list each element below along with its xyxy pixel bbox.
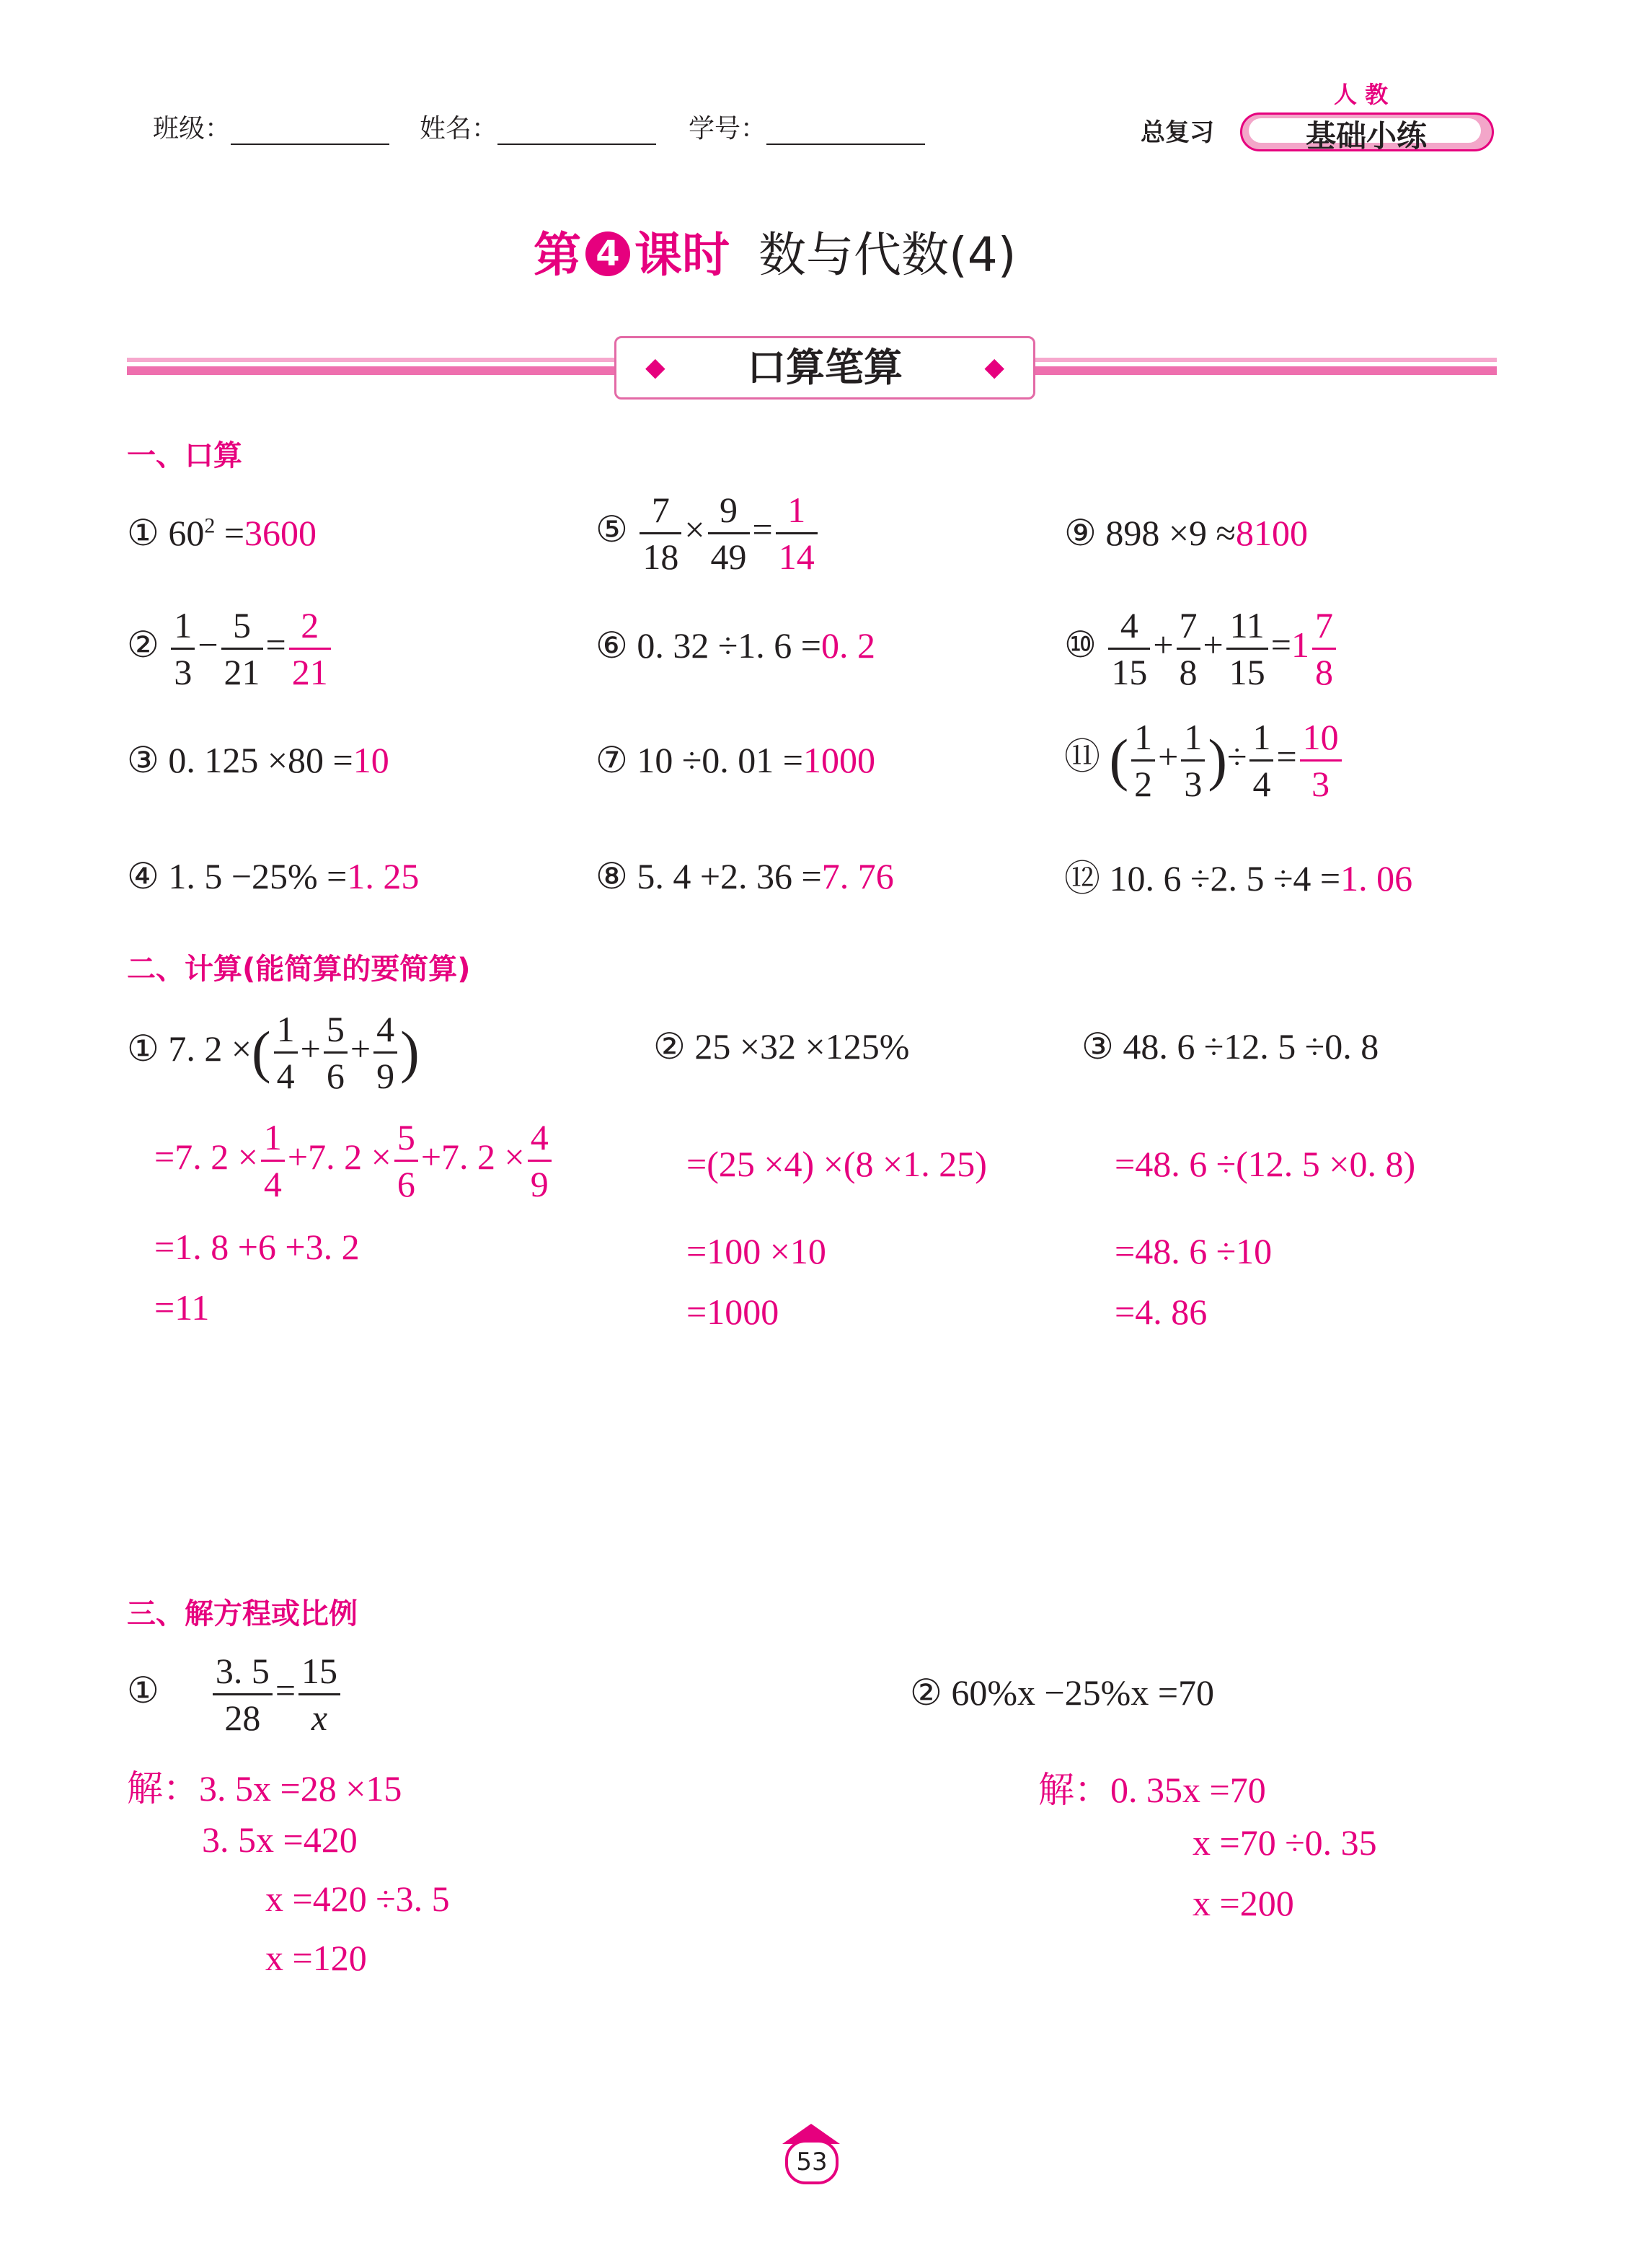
math-token: 5 xyxy=(324,1010,348,1054)
math-token: 3 xyxy=(1184,764,1203,804)
math-token: 2 xyxy=(1134,764,1153,804)
answer: 1000 xyxy=(802,740,875,780)
math-token: 4 xyxy=(263,1164,282,1204)
answer: 8100 xyxy=(1235,513,1308,553)
equation-q1 xyxy=(127,1651,343,1737)
math-token: 49 xyxy=(710,537,747,577)
math-token: ① xyxy=(127,1028,159,1069)
answer: 7. 76 xyxy=(821,856,894,896)
math-token: ① xyxy=(127,513,159,553)
calc-q1 xyxy=(127,1010,420,1095)
title-topic: 数与代数(4) xyxy=(758,227,1017,283)
math-token: ③ xyxy=(1081,1026,1114,1067)
math-token: 6 xyxy=(397,1164,415,1204)
math-token: 2 xyxy=(204,513,216,538)
math-token: + xyxy=(350,1028,371,1069)
math-token: +7. 2 × xyxy=(287,1136,391,1177)
math-token: 7 xyxy=(1312,606,1336,650)
answer: 1. 06 xyxy=(1340,858,1413,899)
page-number-badge xyxy=(775,2124,847,2189)
math-token: 48. 6 ÷12. 5 ÷0. 8 xyxy=(1123,1026,1379,1067)
math-token: 3 xyxy=(1311,764,1330,804)
math-token: ⑪ xyxy=(1064,736,1100,777)
math-token: 1 xyxy=(776,490,818,534)
calc-q2-step2: =100 ×10 xyxy=(686,1231,826,1271)
fraction xyxy=(221,606,263,692)
math-token: ③ xyxy=(127,740,159,780)
calc-q1-step3: =11 xyxy=(154,1287,210,1328)
math-token: 5 xyxy=(394,1118,418,1162)
math-token: + xyxy=(1153,624,1174,665)
math-token: 15 xyxy=(1229,652,1265,692)
math-token: 1 xyxy=(1181,718,1205,762)
diamond-icon: ◆ xyxy=(645,353,665,382)
fraction xyxy=(298,1651,340,1737)
equation-q2-step3: x =200 xyxy=(1193,1883,1294,1923)
math-token: ( xyxy=(1109,728,1129,793)
fraction xyxy=(1181,718,1205,803)
math-token: ④ xyxy=(127,856,159,896)
math-token: ② xyxy=(910,1672,942,1713)
math-token: 8 xyxy=(1179,652,1198,692)
math-token: + xyxy=(1203,624,1224,665)
math-token: 解： xyxy=(127,1768,199,1809)
math-token: 1 xyxy=(171,606,195,650)
name-field xyxy=(420,108,656,145)
oral-q7 xyxy=(596,739,875,781)
math-token: 898 ×9 ≈ xyxy=(1105,513,1236,553)
class-field xyxy=(153,108,389,145)
calc-q2-step3: =1000 xyxy=(686,1292,779,1332)
math-token: = xyxy=(224,513,245,553)
math-token: = xyxy=(265,624,286,665)
math-token: 9 xyxy=(376,1056,395,1096)
fraction xyxy=(1131,718,1155,803)
math-token: ⑨ xyxy=(1064,513,1097,553)
oral-q11 xyxy=(1064,718,1345,803)
math-token: +7. 2 × xyxy=(420,1136,525,1177)
brand-name: 基础小练 xyxy=(1305,118,1427,154)
math-token: 5 xyxy=(221,606,263,650)
math-token: 4 xyxy=(373,1010,397,1054)
answer: 0. 2 xyxy=(820,625,875,666)
math-token: 4 xyxy=(1108,606,1150,650)
name-blank[interactable] xyxy=(497,115,656,145)
fraction xyxy=(261,1118,285,1204)
math-token: ) xyxy=(400,1020,420,1085)
section1-title: 一、口算 xyxy=(127,439,242,472)
math-token: + xyxy=(300,1028,321,1069)
math-token: 14 xyxy=(778,537,815,577)
math-token: 60%x −25%x =70 xyxy=(951,1672,1215,1713)
math-token: 0. 35x =70 xyxy=(1110,1770,1266,1810)
math-token: 1. 5 −25% = xyxy=(168,856,348,896)
math-token: ⑤ xyxy=(596,508,628,550)
math-token: − xyxy=(198,624,218,665)
math-token: 3 xyxy=(174,652,193,692)
oral-q9 xyxy=(1064,512,1308,554)
math-token: 4 xyxy=(528,1118,552,1162)
calc-q2 xyxy=(653,1025,909,1067)
answer xyxy=(776,490,818,576)
math-token: 1 xyxy=(1249,718,1273,762)
section-banner xyxy=(614,336,1035,400)
answer xyxy=(1300,718,1342,803)
math-token: 3. 5x =28 ×15 xyxy=(199,1768,402,1809)
page-title xyxy=(534,216,1017,285)
fraction xyxy=(1177,606,1200,692)
math-token: ⑥ xyxy=(596,625,628,666)
fraction xyxy=(1108,606,1150,692)
math-token: 60 xyxy=(168,513,205,553)
math-token: 6 xyxy=(326,1056,345,1096)
math-token: =7. 2 × xyxy=(154,1136,258,1177)
math-token: 10. 6 ÷2. 5 ÷4 = xyxy=(1109,858,1341,899)
oral-q4 xyxy=(127,855,419,897)
fraction xyxy=(1249,718,1273,803)
equation-q1-step4: x =120 xyxy=(265,1938,367,1978)
equation-q2-solution xyxy=(1038,1761,1266,1813)
section3-title: 三、解方程或比例 xyxy=(127,1597,358,1631)
calc-q1-step2: =1. 8 +6 +3. 2 xyxy=(154,1227,360,1267)
fraction xyxy=(324,1010,348,1095)
math-token: 1 xyxy=(1131,718,1155,762)
math-token: 4 xyxy=(276,1056,295,1096)
math-token: 25 ×32 ×125% xyxy=(694,1026,910,1067)
fraction xyxy=(528,1118,552,1204)
math-token: 7. 2 × xyxy=(168,1028,252,1069)
calc-q2-step1: =(25 ×4) ×(8 ×1. 25) xyxy=(686,1144,987,1184)
math-token: 10 ÷0. 01 = xyxy=(637,740,803,780)
math-token: = xyxy=(752,508,773,550)
oral-q3 xyxy=(127,739,389,781)
math-token: ÷ xyxy=(1226,736,1247,777)
fraction xyxy=(1226,606,1268,692)
fraction xyxy=(373,1010,397,1095)
math-token: 0. 125 ×80 = xyxy=(168,740,353,780)
answer xyxy=(289,606,331,692)
answer: 1. 25 xyxy=(347,856,420,896)
class-blank[interactable] xyxy=(231,115,389,145)
math-token: 7 xyxy=(640,490,681,534)
diamond-icon: ◆ xyxy=(984,353,1004,382)
math-token: × xyxy=(684,508,705,550)
calc-q3-step1: =48. 6 ÷(12. 5 ×0. 8) xyxy=(1115,1144,1416,1184)
section2-title: 二、计算(能简算的要简算) xyxy=(127,953,471,986)
math-token: 1 xyxy=(261,1118,285,1162)
math-token: ⑩ xyxy=(1064,624,1097,665)
equation-q1-step2: 3. 5x =420 xyxy=(202,1819,358,1860)
name-label: 姓名： xyxy=(420,114,498,144)
oral-q5 xyxy=(596,490,820,576)
title-lead: 第 xyxy=(534,227,581,283)
oral-q8 xyxy=(596,855,894,897)
math-token: = xyxy=(275,1669,296,1711)
calc-q3-step3: =4. 86 xyxy=(1115,1292,1208,1332)
equation-q2-step2: x =70 ÷0. 35 xyxy=(1193,1822,1377,1863)
math-token: 2 xyxy=(289,606,331,650)
fraction xyxy=(640,490,681,576)
review-label: 总复习 xyxy=(1141,118,1214,147)
math-token: 21 xyxy=(224,652,260,692)
brand-logo xyxy=(1240,108,1492,154)
answer xyxy=(1312,606,1336,692)
math-token: x xyxy=(311,1698,328,1738)
class-label: 班级： xyxy=(153,114,231,144)
math-token: = xyxy=(1270,624,1291,665)
oral-q1 xyxy=(127,512,317,554)
fraction xyxy=(213,1651,273,1737)
math-token: 8 xyxy=(1314,652,1333,692)
math-token: ② xyxy=(127,624,159,665)
fraction xyxy=(708,490,750,576)
oral-q6 xyxy=(596,625,875,666)
math-token: 0. 32 ÷1. 6 = xyxy=(637,625,821,666)
oral-q12 xyxy=(1064,850,1412,901)
math-token: 15 xyxy=(1111,652,1148,692)
equation-q1-solution xyxy=(127,1760,402,1812)
math-token: 9 xyxy=(530,1164,549,1204)
calc-q3 xyxy=(1081,1025,1379,1067)
math-token: 5. 4 +2. 36 = xyxy=(637,856,822,896)
id-label: 学号： xyxy=(689,114,767,144)
equation-q1-step3: x =420 ÷3. 5 xyxy=(265,1879,450,1919)
math-token: 1 xyxy=(274,1010,298,1054)
math-token: ⑫ xyxy=(1064,858,1100,899)
math-token: ) xyxy=(1208,728,1227,793)
calc-q3-step2: =48. 6 ÷10 xyxy=(1115,1231,1273,1271)
id-field xyxy=(689,108,925,145)
math-token: 11 xyxy=(1226,606,1268,650)
banner-label: 口算笔算 xyxy=(747,345,903,390)
title-lesson: 课时 xyxy=(634,227,730,283)
answer-whole: 1 xyxy=(1291,624,1309,665)
math-token: ⑧ xyxy=(596,856,628,896)
answer: 10 xyxy=(353,740,389,780)
id-blank[interactable] xyxy=(766,115,925,145)
math-token: 4 xyxy=(1252,764,1271,804)
math-token: ⑦ xyxy=(596,740,628,780)
math-token: 21 xyxy=(291,652,328,692)
math-token: + xyxy=(1158,736,1179,777)
math-token: ( xyxy=(252,1020,271,1085)
math-token: ① xyxy=(127,1669,159,1711)
answer: 3600 xyxy=(244,513,317,553)
math-token: 18 xyxy=(642,537,679,577)
math-token: = xyxy=(1276,736,1297,777)
math-token: 10 xyxy=(1300,718,1342,762)
page-number: 53 xyxy=(785,2140,839,2184)
oral-q2 xyxy=(127,606,334,692)
oral-q10 xyxy=(1064,606,1339,692)
math-token: 3. 5 xyxy=(213,1651,273,1695)
math-token: 7 xyxy=(1177,606,1200,650)
math-token: 解： xyxy=(1038,1770,1110,1810)
math-token: 9 xyxy=(708,490,750,534)
brand-publisher: 人 教 xyxy=(1334,81,1389,108)
fraction xyxy=(171,606,195,692)
fraction xyxy=(394,1118,418,1204)
math-token: 15 xyxy=(298,1651,340,1695)
math-token: 28 xyxy=(224,1698,261,1738)
equation-q2 xyxy=(910,1672,1214,1713)
calc-q1-step1 xyxy=(154,1118,554,1204)
lesson-number: 4 xyxy=(585,231,630,276)
fraction xyxy=(274,1010,298,1095)
math-token: ② xyxy=(653,1026,686,1067)
